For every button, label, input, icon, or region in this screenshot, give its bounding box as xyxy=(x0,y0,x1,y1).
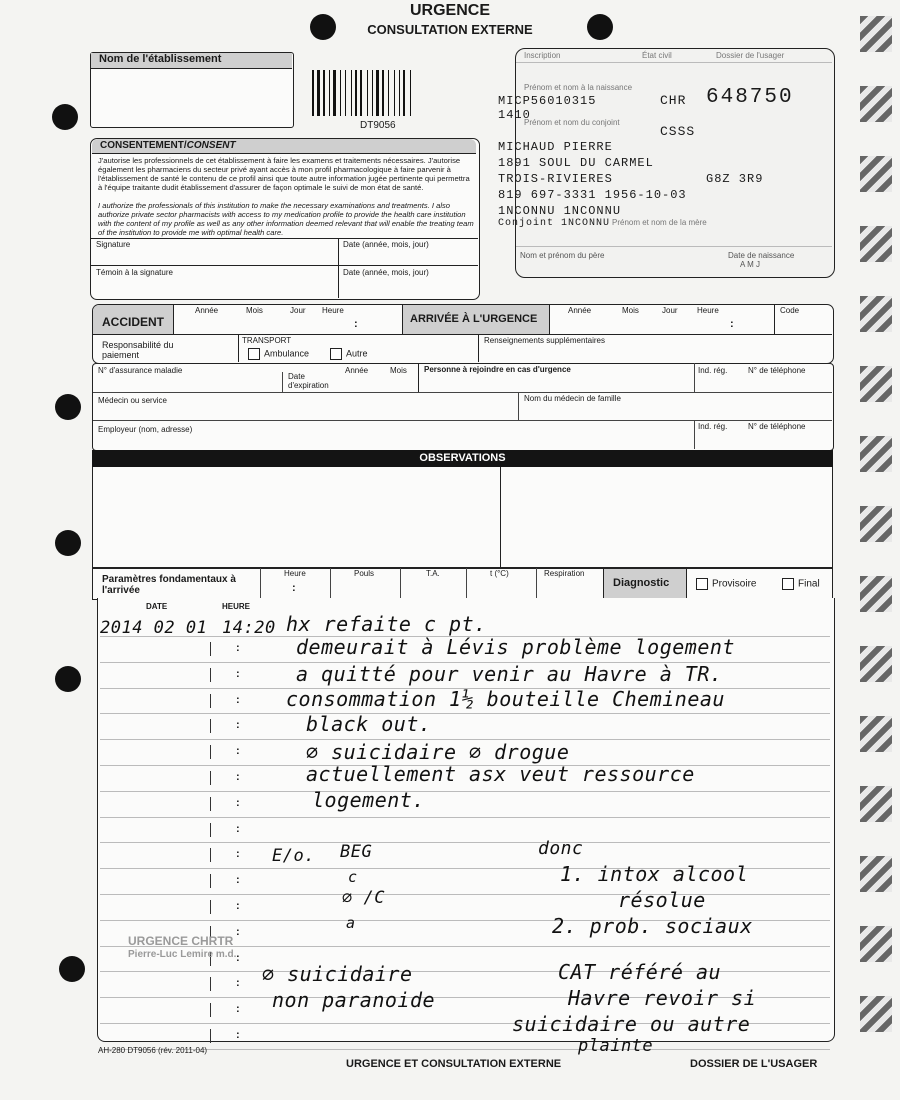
barcode-bar xyxy=(394,70,395,116)
edge-stripe xyxy=(860,156,892,192)
edge-stripe xyxy=(860,86,892,122)
barcode xyxy=(312,70,452,116)
note-line: logement. xyxy=(312,788,425,812)
time-colon: : xyxy=(236,951,240,964)
note-line: ∅ suicidaire ∅ drogue xyxy=(306,740,570,764)
patient-line: MICP56010315 xyxy=(498,94,597,108)
label-mere: Prénom et nom de la mère xyxy=(612,218,707,227)
arrivee-title: ARRIVÉE À L'URGENCE xyxy=(410,313,538,325)
heure-col-label: HEURE xyxy=(222,602,251,611)
time-colon: : xyxy=(236,771,240,783)
note-rule xyxy=(100,713,830,714)
time-tick xyxy=(210,823,211,837)
barcode-bar xyxy=(372,70,373,116)
no-assurance-label: N° d'assurance maladie xyxy=(98,366,183,375)
barcode-bar xyxy=(355,70,357,116)
annee-label: Année xyxy=(195,306,219,315)
diagnosis-2: 2. prob. sociaux xyxy=(552,914,753,938)
time-tick xyxy=(210,848,211,862)
note-rule xyxy=(100,894,830,895)
date-exp-label: Date d'expiration xyxy=(288,372,329,390)
temoin-label: Témoin à la signature xyxy=(96,268,173,277)
code-label: Code xyxy=(780,306,800,315)
note-line: black out. xyxy=(306,712,432,736)
barcode-bar xyxy=(329,70,330,116)
dossier-number: 648750 xyxy=(706,86,794,109)
time-colon: : xyxy=(236,977,240,990)
label-date-naissance: Date de naissance xyxy=(728,251,795,260)
patient-parents: 1NCONNU 1NCONNU xyxy=(498,204,622,218)
time-colon: : xyxy=(236,667,240,680)
punch-hole xyxy=(52,104,78,130)
time-tick xyxy=(210,874,211,888)
barcode-code: DT9056 xyxy=(360,120,396,131)
note-rule xyxy=(100,1049,830,1050)
diagnostic-label: Diagnostic xyxy=(613,577,670,589)
jour-label: Jour xyxy=(290,306,306,315)
ind-reg-label: Ind. rég. xyxy=(698,366,728,375)
provisoire-checkbox[interactable]: Provisoire xyxy=(696,578,756,590)
edge-stripe xyxy=(860,856,892,892)
autre-checkbox[interactable]: Autre xyxy=(330,348,368,360)
barcode-bar xyxy=(399,70,400,116)
date-col-label: DATE xyxy=(146,602,168,611)
note-time: 14:20 xyxy=(222,618,276,638)
doctor-stamp: URGENCE CHRTR Pierre-Luc Lemire m.d. xyxy=(128,934,237,960)
medecin-label: Médecin ou service xyxy=(98,396,167,405)
date-label: Date (année, mois, jour) xyxy=(343,240,429,249)
mois-label: Mois xyxy=(390,366,407,375)
mois-label: Mois xyxy=(622,306,639,315)
time-tick xyxy=(210,771,211,785)
note-rule xyxy=(100,842,830,843)
barcode-bar xyxy=(351,70,352,116)
plan-right: suicidaire ou autre xyxy=(512,1012,751,1036)
observations-area xyxy=(92,467,833,568)
time-tick xyxy=(210,668,211,682)
exam-beg: BEG xyxy=(340,842,373,862)
medecin-famille-label: Nom du médecin de famille xyxy=(524,394,621,403)
note-rule xyxy=(100,817,830,818)
plan-left: non paranoide xyxy=(272,988,436,1012)
barcode-bar xyxy=(360,70,362,116)
form-code: AH-280 DT9056 (rév. 2011-04) xyxy=(98,1046,208,1055)
time-tick xyxy=(210,642,211,656)
edge-stripe xyxy=(860,576,892,612)
params-title: Paramètres fondamentaux à l'arrivée xyxy=(102,574,236,596)
heure-label: Heure xyxy=(322,306,344,315)
time-colon: : xyxy=(236,848,240,861)
edge-stripe xyxy=(860,296,892,332)
csss-label: CSSS xyxy=(660,124,696,139)
note-date: 2014 02 01 xyxy=(100,618,208,638)
time-tick xyxy=(210,694,211,708)
barcode-bar xyxy=(345,70,346,116)
diagnosis-1b: résolue xyxy=(618,888,706,912)
edge-stripe xyxy=(860,226,892,262)
time-tick xyxy=(210,797,211,811)
barcode-bar xyxy=(382,70,384,116)
time-tick xyxy=(210,977,211,991)
ambulance-checkbox[interactable]: Ambulance xyxy=(248,348,309,360)
responsabilite-label: Responsabilité du paiement xyxy=(102,340,174,360)
consent-title: CONSENTEMENT/CONSENT xyxy=(100,140,236,151)
edge-stripe xyxy=(860,436,892,472)
edge-stripe xyxy=(860,716,892,752)
note-rule xyxy=(100,791,830,792)
label-inscription: Inscription xyxy=(524,51,561,60)
label-etat-civil: État civil xyxy=(642,51,672,60)
time-tick xyxy=(210,745,211,759)
label-pere: Nom et prénom du père xyxy=(520,251,605,260)
patient-city: TROIS-RIVIERES xyxy=(498,172,613,186)
edge-stripe xyxy=(860,366,892,402)
heure-label: Heure xyxy=(284,569,306,578)
barcode-bar xyxy=(340,70,341,116)
final-checkbox[interactable]: Final xyxy=(782,578,820,590)
heure-label: Heure xyxy=(697,306,719,315)
punch-hole xyxy=(59,956,85,982)
time-colon: : xyxy=(236,693,240,706)
time-colon: : xyxy=(236,642,240,654)
time-colon: : xyxy=(236,745,240,758)
time-colon: : xyxy=(236,925,240,938)
plan-right: plainte xyxy=(578,1036,654,1056)
label-dossier: Dossier de l'usager xyxy=(716,51,785,60)
plan-right: Havre revoir si xyxy=(568,986,757,1010)
time-tick xyxy=(210,719,211,733)
footer-dossier: DOSSIER DE L'USAGER xyxy=(690,1058,818,1070)
edge-stripe xyxy=(860,16,892,52)
personne-label: Personne à rejoindre en cas d'urgence xyxy=(424,365,571,374)
jour-label: Jour xyxy=(662,306,678,315)
signature-label: Signature xyxy=(96,240,131,249)
edge-stripe xyxy=(860,646,892,682)
patient-conjoint: Conjoint 1NCONNU xyxy=(498,218,611,229)
consent-text-fr: J'autorise les professionnels de cet établissement à faire les examens et traitements nécessaires. J'autorise également les pharmaciens du secteur privé ayant accès à mon profil pharmacologique à faire parvenir à l'établissement de santé le contenu de ce profil ainsi que toute autre information jugée pertinente qui permettra à l'équipe traitante dudit établissement d'assurer de façon optimale le suivi de mon état de santé. xyxy=(98,156,470,192)
employeur-label: Employeur (nom, adresse) xyxy=(98,425,193,434)
form-title: URGENCE xyxy=(409,2,490,19)
time-tick xyxy=(210,1003,211,1017)
observations-title: OBSERVATIONS xyxy=(419,452,506,464)
barcode-bar xyxy=(367,70,368,116)
no-tel-label: N° de téléphone xyxy=(748,366,806,375)
etablissement-label: Nom de l'établissement xyxy=(99,53,222,65)
barcode-bar xyxy=(410,70,411,116)
barcode-bar xyxy=(312,70,314,116)
ind-reg-label: Ind. rég. xyxy=(698,422,728,431)
barcode-bar xyxy=(333,70,336,116)
time-colon: : xyxy=(236,900,240,912)
barcode-bar xyxy=(388,70,389,116)
note-line: actuellement asx veut ressource xyxy=(306,762,695,786)
edge-stripe xyxy=(860,926,892,962)
chr-label: CHR xyxy=(660,93,687,108)
diagnosis-1: 1. intox alcool xyxy=(560,862,749,886)
temp-label: t (°C) xyxy=(490,569,509,578)
exam-label: E/o. xyxy=(272,846,315,866)
note-line: a quitté pour venir au Havre à TR. xyxy=(296,662,723,686)
time-tick xyxy=(210,1029,211,1043)
edge-stripe xyxy=(860,996,892,1032)
time-colon: : xyxy=(236,1003,240,1016)
accident-title: ACCIDENT xyxy=(102,315,164,329)
form-subtitle: CONSULTATION EXTERNE xyxy=(367,22,533,37)
annee-label: Année xyxy=(345,366,369,375)
time-colon: : xyxy=(236,874,240,887)
date-label: Date (année, mois, jour) xyxy=(343,268,429,277)
time-colon: : xyxy=(236,796,240,809)
patient-phone-dob: 819 697-3331 1956-10-03 xyxy=(498,188,687,202)
consent-text-en: I authorize the professionals of this institution to make the necessary examinations and treatments. I also authorize private sector pharmacists with access to my medication profile to provide the health care institution with the content of my profile as well as any other information deemed relevant that will enable the treating team of the institution to provide me with optimal health care. xyxy=(98,201,474,237)
punch-hole xyxy=(55,394,81,420)
plan-right: CAT référé au xyxy=(558,960,722,984)
note-line: demeurait à Lévis problème logement xyxy=(296,635,735,659)
ta-label: T.A. xyxy=(426,569,440,578)
exam-a: a xyxy=(346,914,356,932)
punch-hole xyxy=(310,14,336,40)
punch-hole xyxy=(55,530,81,556)
time-colon: : xyxy=(236,1029,240,1041)
patient-postal: G8Z 3R9 xyxy=(706,172,764,186)
barcode-bar xyxy=(376,70,379,116)
resp-label: Respiration xyxy=(544,569,585,578)
barcode-bar xyxy=(317,70,320,116)
label-amj: A M J xyxy=(740,260,761,269)
patient-line: 1410 xyxy=(498,108,531,122)
time-colon: : xyxy=(236,822,240,835)
exam-pc: ∅ /C xyxy=(342,888,385,908)
time-tick xyxy=(210,900,211,914)
barcode-bar xyxy=(403,70,405,116)
annee-label: Année xyxy=(568,306,592,315)
barcode-bar xyxy=(323,70,325,116)
edge-stripe xyxy=(860,786,892,822)
edge-stripe xyxy=(860,506,892,542)
label-conjoint: Prénom et nom du conjoint xyxy=(524,118,620,127)
patient-address: 1891 SOUL DU CARMEL xyxy=(498,156,654,170)
footer-title: URGENCE ET CONSULTATION EXTERNE xyxy=(346,1058,562,1070)
note-line: hx refaite c pt. xyxy=(286,612,487,636)
patient-name: MICHAUD PIERRE xyxy=(498,140,613,154)
exam-c: c xyxy=(348,868,358,886)
renseignements-label: Renseignements supplémentaires xyxy=(484,336,605,345)
label-prenom-naissance: Prénom et nom à la naissance xyxy=(524,83,633,92)
insurance-box xyxy=(92,363,834,451)
plan-left: ∅ suicidaire xyxy=(262,962,413,986)
time-colon: : xyxy=(236,719,240,732)
transport-label: TRANSPORT xyxy=(242,336,292,345)
note-line: consommation 1½ bouteille Chemineau xyxy=(286,687,725,711)
punch-hole xyxy=(55,666,81,692)
pouls-label: Pouls xyxy=(354,569,375,578)
no-tel-label: N° de téléphone xyxy=(748,422,806,431)
donc-label: donc xyxy=(538,838,584,859)
mois-label: Mois xyxy=(246,306,263,315)
punch-hole xyxy=(587,14,613,40)
